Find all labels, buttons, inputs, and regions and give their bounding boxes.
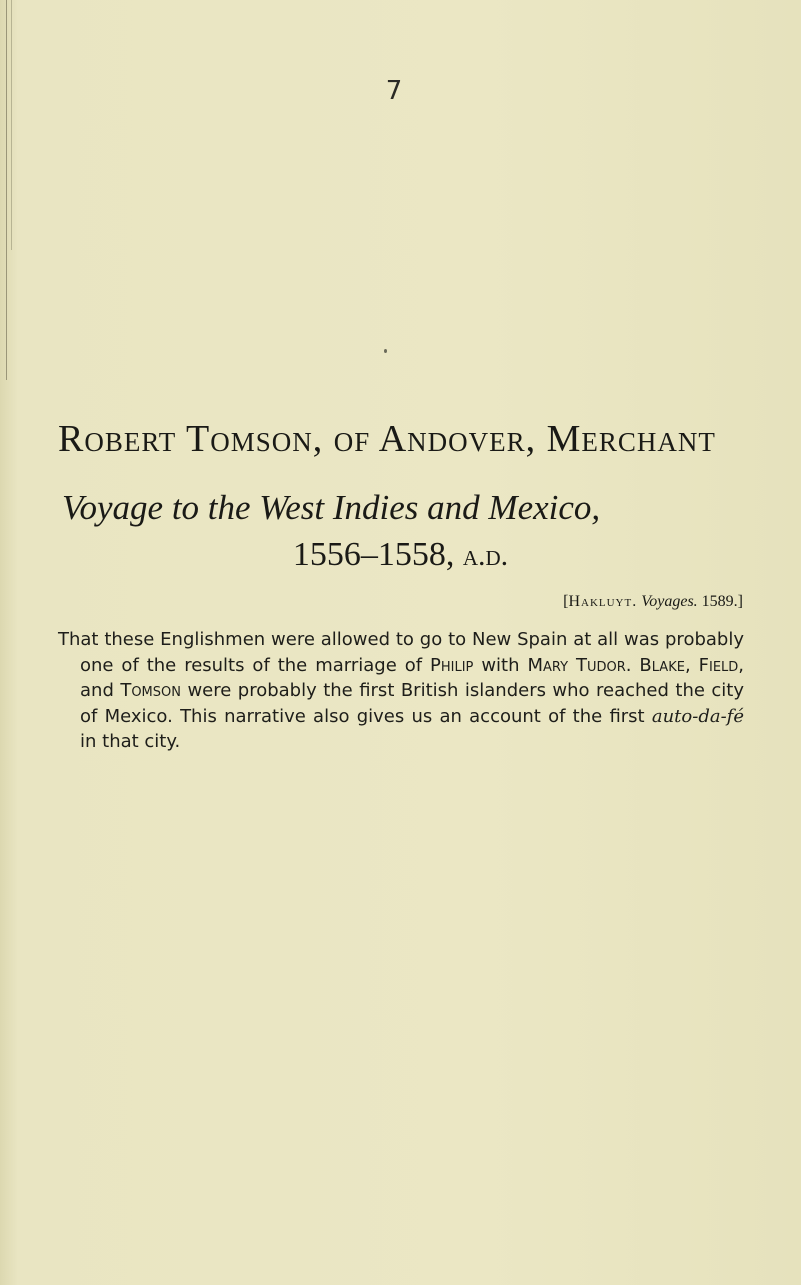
person-name: Field: [698, 654, 739, 676]
citation-work: Voyages.: [641, 593, 698, 610]
person-name: Mary Tudor: [527, 654, 626, 676]
date-range: 1556–1558,: [292, 536, 455, 573]
ink-speck: [384, 349, 387, 353]
citation-bracket: [: [563, 593, 569, 610]
chapter-title: Robert Tomson, of Andover, Merchant: [58, 418, 716, 460]
text-run: ,: [684, 654, 699, 676]
gutter-edge-line: [11, 0, 12, 250]
person-name: Blake: [639, 654, 685, 676]
text-run: That these Englishmen were allowed to go to New Spain at all was probably one of the results of the marriage of: [58, 629, 744, 676]
text-run: .: [625, 654, 640, 676]
text-run: , and: [80, 654, 745, 701]
paragraph: [58, 627, 744, 755]
gutter-edge-line: [6, 0, 7, 380]
date-line: [0, 536, 801, 574]
date-era: a.d.: [462, 539, 509, 572]
page-number: 7: [385, 76, 403, 106]
introductory-paragraph: [58, 627, 744, 755]
person-name: Philip: [430, 654, 474, 676]
chapter-subtitle: Voyage to the West Indies and Mexico,: [62, 488, 601, 527]
citation-year: 1589.]: [701, 593, 743, 610]
person-name: Tomson: [120, 680, 181, 701]
citation-author: Hakluyt.: [568, 593, 638, 610]
text-run: with: [473, 654, 528, 676]
text-run: in that city.: [80, 731, 181, 752]
text-run: were probably the first British islanders who reached the city of Mexico. This narrative also gives us an account of the first: [80, 680, 744, 727]
italic-term: auto-da-fé: [651, 705, 744, 727]
source-citation: [563, 593, 743, 611]
